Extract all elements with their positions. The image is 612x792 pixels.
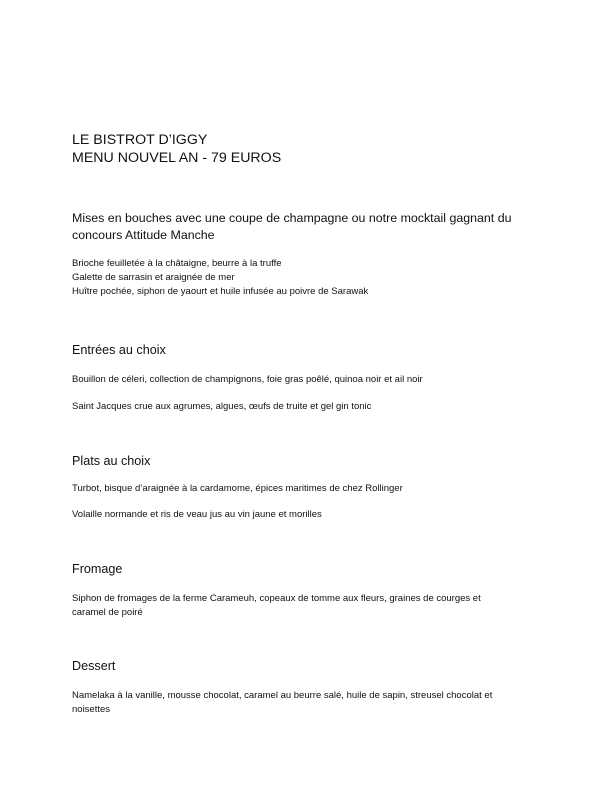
- amuse-bouche-intro: Mises en bouches avec une coupe de champagne ou notre mocktail gagnant du concours Attitude Manche: [72, 211, 512, 242]
- menu-title: MENU NOUVEL AN - 79 EUROS: [72, 150, 282, 166]
- amuse-item: Huître pochée, siphon de yaourt et huile infusée au poivre de Sarawak: [72, 286, 369, 297]
- entrees-heading: Entrées au choix: [72, 343, 166, 357]
- fromage-heading: Fromage: [72, 562, 123, 576]
- fromage-item: Siphon de fromages de la ferme Carameuh, copeaux de tomme aux fleurs, graines de courges et caramel de poiré: [72, 593, 481, 618]
- dessert-heading: Dessert: [72, 659, 116, 673]
- plats-heading: Plats au choix: [72, 454, 151, 468]
- entree-item: Bouillon de céleri, collection de champignons, foie gras poêlé, quinoa noir et ail noir: [72, 374, 423, 385]
- amuse-item: Brioche feuilletée à la châtaigne, beurre à la truffe: [72, 258, 282, 269]
- dessert-item: Namelaka à la vanille, mousse chocolat, caramel au beurre salé, huile de sapin, streusel chocolat et noisettes: [72, 690, 493, 715]
- plat-item: Turbot, bisque d’araignée à la cardamome, épices maritimes de chez Rollinger: [72, 483, 403, 494]
- entree-item: Saint Jacques crue aux agrumes, algues, œufs de truite et gel gin tonic: [72, 401, 372, 412]
- plat-item: Volaille normande et ris de veau jus au vin jaune et morilles: [72, 509, 322, 520]
- amuse-item: Galette de sarrasin et araignée de mer: [72, 272, 235, 283]
- restaurant-name: LE BISTROT D’IGGY: [72, 132, 208, 148]
